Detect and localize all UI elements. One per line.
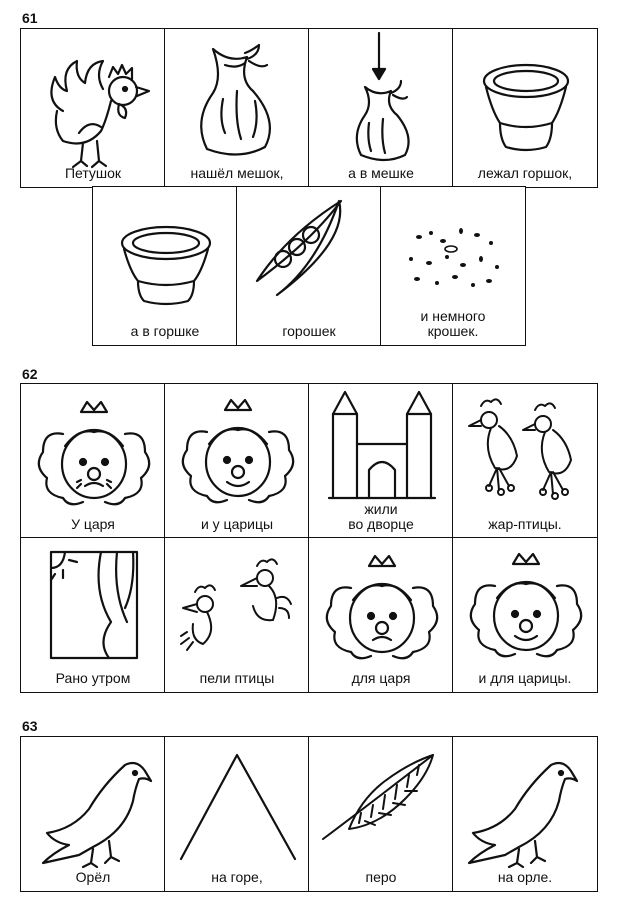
card-eagle-2 [452, 736, 598, 892]
caption: пели птицы [199, 670, 275, 686]
card-peas [236, 186, 382, 346]
section-number: 63 [22, 718, 38, 734]
card-window [20, 537, 166, 693]
card-eagle [20, 736, 166, 892]
caption: а в мешке [348, 165, 414, 181]
card-tsaritsa-2 [452, 537, 598, 693]
caption: для царя [351, 670, 411, 686]
section-number: 61 [22, 10, 38, 26]
caption: Орёл [75, 869, 111, 885]
caption: и для царицы. [478, 670, 572, 686]
caption: жили во дворце [348, 501, 414, 532]
caption: Петушок [64, 165, 122, 181]
section-number: 62 [22, 366, 38, 382]
card-pot-2 [92, 186, 238, 346]
caption: и у царицы [200, 516, 274, 532]
caption: Рано утром [55, 670, 131, 686]
card-feather [308, 736, 454, 892]
card-singing-birds [164, 537, 310, 693]
caption: а в горшке [130, 323, 200, 339]
card-firebirds [452, 383, 598, 539]
card-sack-arrow [308, 28, 454, 188]
caption: на орле. [497, 869, 553, 885]
card-pot [452, 28, 598, 188]
caption: У царя [71, 516, 115, 532]
caption: на горе, [211, 869, 263, 885]
card-palace [308, 383, 454, 539]
caption: перо [365, 869, 397, 885]
caption: и немного крошек. [420, 308, 486, 339]
caption: жар-птицы. [488, 516, 562, 532]
card-mountain [164, 736, 310, 892]
card-sack [164, 28, 310, 188]
caption: лежал горшок, [477, 165, 573, 181]
caption: горошек [282, 323, 336, 339]
card-tsar [20, 383, 166, 539]
caption: нашёл мешок, [190, 165, 284, 181]
card-tsaritsa [164, 383, 310, 539]
card-tsar-2 [308, 537, 454, 693]
card-crumbs [380, 186, 526, 346]
card-rooster [20, 28, 166, 188]
